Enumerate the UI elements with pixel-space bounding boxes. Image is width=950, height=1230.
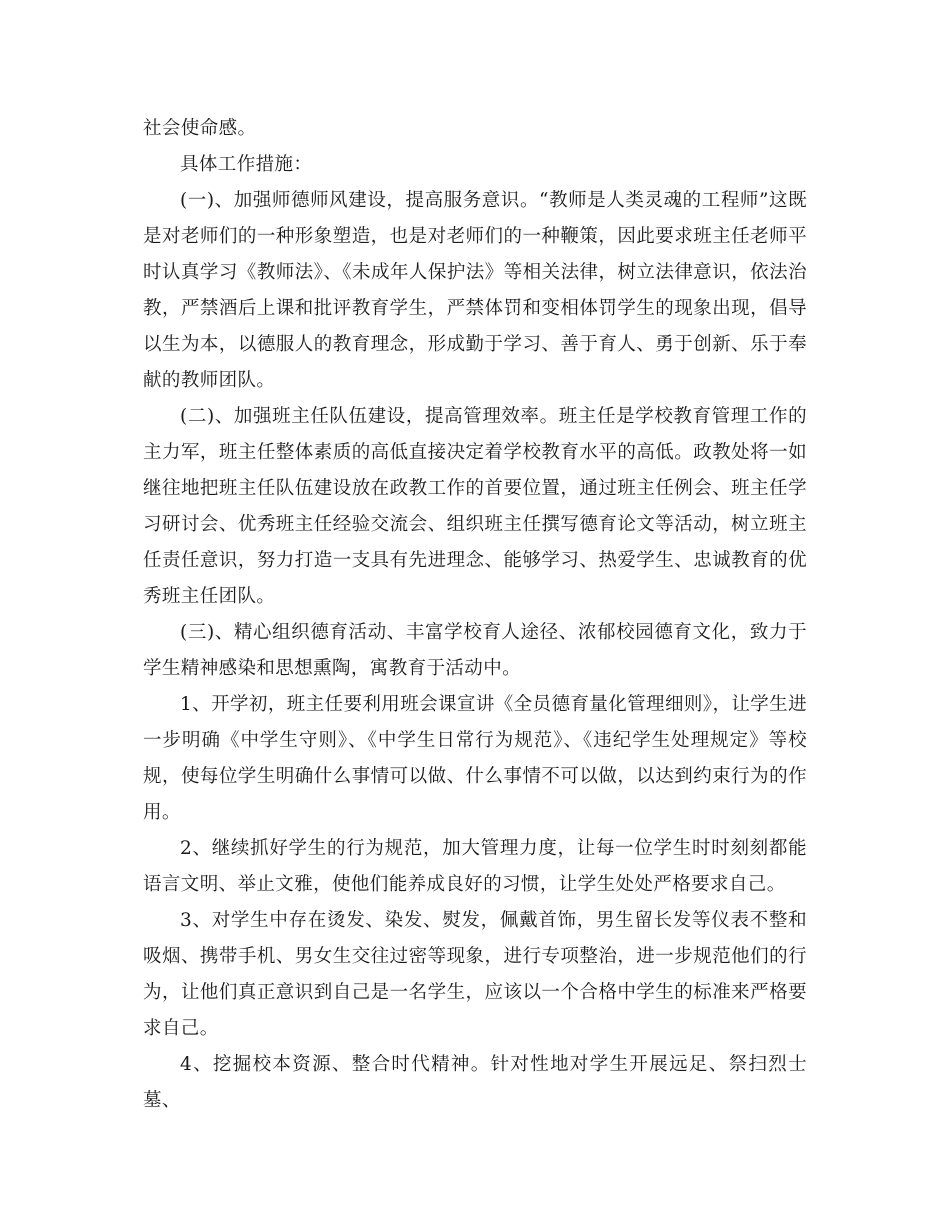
paragraph-4: (二)、加强班主任队伍建设，提高管理效率。班主任是学校教育管理工作的主力军，班主任整体素质的高低直接决定着学校教育水平的高低。政教处将一如继往地把班主任队伍建设放在政教工作的首要位置，通过班主任例会、班主任学习研讨会、优秀班主任经验交流会、组织班主任撰写德育论文等活动，树立班主任责任意识，努力打造一支具有先进理念、能够学习、热爱学生、忠诚教育的优秀班主任团队。 xyxy=(143,406,807,607)
paragraph-5: (三)、精心组织德育活动、丰富学校育人途径、浓郁校园德育文化，致力于学生精神感染和思想熏陶，寓教育于活动中。 xyxy=(143,622,807,679)
paragraph-2: 具体工作措施： xyxy=(180,154,313,175)
paragraph-1: 社会使命感。 xyxy=(143,118,257,139)
paragraph-3: (一)、加强师德师风建设，提高服务意识。“教师是人类灵魂的工程师”这既是对老师们的一种形象塑造，也是对老师们的一种鞭策，因此要求班主任老师平时认真学习《教师法》、《未成年人保护法》等相关法律，树立法律意识，依法治教，严禁酒后上课和批评教育学生，严禁体罚和变相体罚学生的现象出现，倡导以生为本，以德服人的教育理念，形成勤于学习、善于育人、勇于创新、乐于奉献的教师团队。 xyxy=(143,190,807,391)
paragraph-9: 4、挖掘校本资源、整合时代精神。针对性地对学生开展远足、祭扫烈士墓、 xyxy=(143,1054,807,1111)
paragraph-8: 3、对学生中存在烫发、染发、熨发，佩戴首饰，男生留长发等仪表不整和吸烟、携带手机、男女生交往过密等现象，进行专项整治，进一步规范他们的行为，让他们真正意识到自己是一名学生，应该以一个合格中学生的标准来严格要求自己。 xyxy=(143,910,807,1039)
paragraph-7: 2、继续抓好学生的行为规范，加大管理力度，让每一位学生时时刻刻都能语言文明、举止文雅，使他们能养成良好的习惯，让学生处处严格要求自己。 xyxy=(143,838,807,895)
document-body xyxy=(143,111,807,1119)
paragraph-6: 1、开学初，班主任要利用班会课宣讲《全员德育量化管理细则》，让学生进一步明确《中学生守则》、《中学生日常行为规范》、《违纪学生处理规定》等校规，使每位学生明确什么事情可以做、什么事情不可以做，以达到约束行为的作用。 xyxy=(143,694,807,823)
